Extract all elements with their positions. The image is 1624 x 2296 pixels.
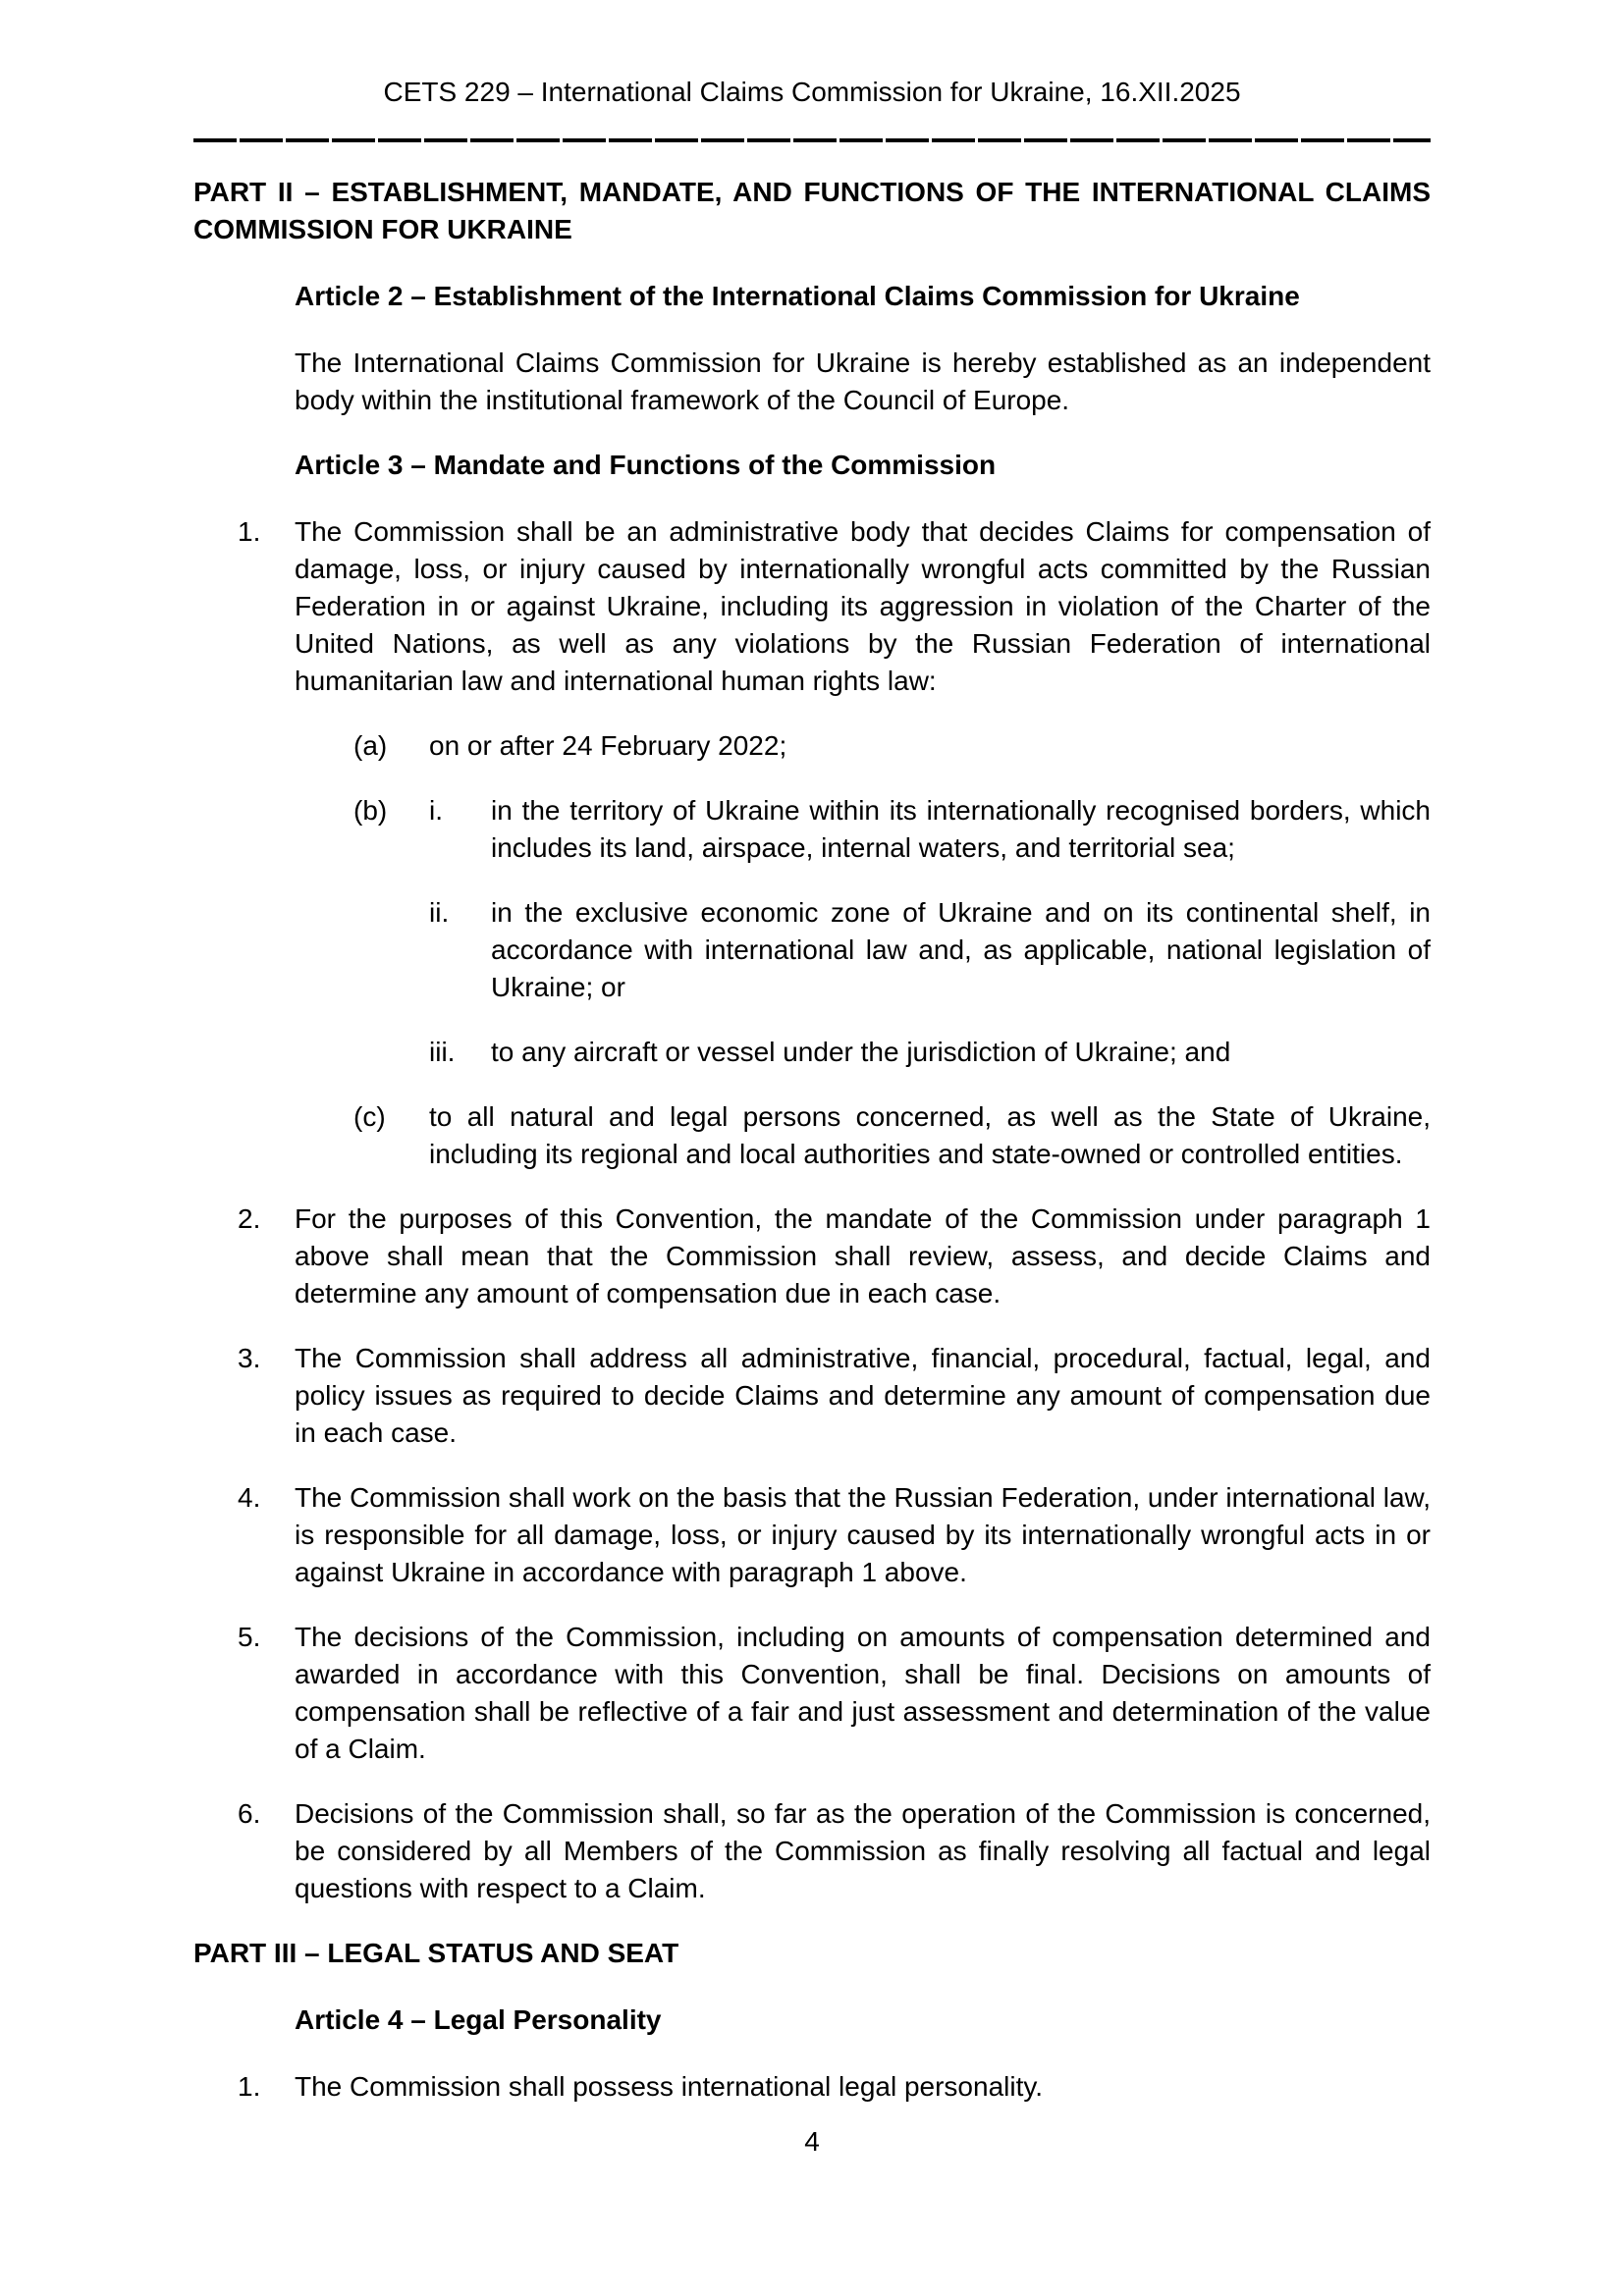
article-heading: Article 4 – Legal Personality — [295, 2004, 662, 2035]
lettered-item — [353, 792, 1431, 867]
numbered-item — [238, 1619, 1431, 1768]
roman-item — [429, 894, 1431, 1006]
item-text: Decisions of the Commission shall, so far as the operation of the Commission is concerned, be considered by all Members of the Commission as finally resolving all factual and legal questions with respect to a Claim. — [295, 1798, 1431, 1903]
numbered-item — [238, 1795, 1431, 1907]
item-number: 5. — [238, 1622, 261, 1652]
roman-item — [429, 1034, 1431, 1071]
item-text: to any aircraft or vessel under the jurisdiction of Ukraine; and — [491, 1037, 1231, 1067]
item-text: For the purposes of this Convention, the mandate of the Commission under paragraph 1 above shall mean that the Commission shall review, assess, and decide Claims and determine any amount of compensation due in each case. — [295, 1203, 1431, 1308]
item-roman: ii. — [429, 897, 450, 928]
item-number: 1. — [238, 516, 261, 547]
numbered-item — [238, 1201, 1431, 1312]
article-heading: Article 2 – Establishment of the International Claims Commission for Ukraine — [295, 281, 1300, 311]
part-heading: PART III – LEGAL STATUS AND SEAT — [193, 1938, 679, 1968]
item-roman: iii. — [429, 1037, 456, 1067]
item-roman: i. — [429, 795, 443, 826]
item-text: The Commission shall address all administrative, financial, procedural, factual, legal, and policy issues as required to decide Claims and determine any amount of compensation due in each case. — [295, 1343, 1431, 1448]
item-text: in the exclusive economic zone of Ukraine and on its continental shelf, in accordance with international law and, as applicable, national legislation of Ukraine; or — [491, 897, 1431, 1002]
numbered-item — [238, 1340, 1431, 1452]
item-number: 1. — [238, 2071, 261, 2102]
page-number: 4 — [804, 2126, 820, 2157]
document-header-title: CETS 229 – International Claims Commission for Ukraine, 16.XII.2025 — [383, 77, 1241, 107]
article-heading: Article 3 – Mandate and Functions of the Commission — [295, 450, 997, 480]
item-text: on or after 24 February 2022; — [429, 730, 787, 761]
numbered-item — [238, 513, 1431, 700]
item-text: The Commission shall work on the basis that the Russian Federation, under international law, is responsible for all damage, loss, or injury caused by its internationally wrongful acts in or against Ukraine in accordance with paragraph 1 above. — [295, 1482, 1431, 1587]
body-paragraph: The International Claims Commission for Ukraine is hereby established as an independent body within the institutional framework of the Council of Europe. — [295, 347, 1431, 415]
item-text: to all natural and legal persons concerned, as well as the State of Ukraine, including its regional and local authorities and state-owned or controlled entities. — [429, 1101, 1431, 1169]
lettered-item — [353, 727, 1431, 765]
item-text: The decisions of the Commission, including on amounts of compensation determined and awarded in accordance with this Convention, shall be final. Decisions on amounts of compensation shall be reflective of a fair and just assessment and determination of the value of a Claim. — [295, 1622, 1431, 1764]
numbered-item — [238, 1479, 1431, 1591]
item-number: 2. — [238, 1203, 261, 1234]
numbered-item — [238, 2068, 1431, 2106]
item-letter: (b) — [353, 795, 388, 826]
item-number: 4. — [238, 1482, 261, 1513]
item-letter: (a) — [353, 730, 388, 761]
roman-item — [429, 792, 1431, 867]
header-divider-rule — [193, 138, 1431, 142]
item-letter: (c) — [353, 1101, 386, 1132]
item-text: in the territory of Ukraine within its internationally recognised borders, which includes its land, airspace, internal waters, and territorial sea; — [491, 795, 1431, 863]
item-number: 6. — [238, 1798, 261, 1829]
item-number: 3. — [238, 1343, 261, 1373]
item-text: The Commission shall be an administrative body that decides Claims for compensation of damage, loss, or injury caused by internationally wrongful acts committed by the Russian Federation in or against Ukraine, including its aggression in violation of the Charter of the United Nations, as well as any violations by the Russian Federation of international humanitarian law and international human rights law: — [295, 516, 1431, 696]
part-heading: PART II – ESTABLISHMENT, MANDATE, AND FUNCTIONS OF THE INTERNATIONAL CLAIMS COMMISSION FOR UKRAINE — [193, 177, 1431, 244]
item-text: The Commission shall possess international legal personality. — [295, 2071, 1044, 2102]
lettered-item — [353, 1098, 1431, 1173]
